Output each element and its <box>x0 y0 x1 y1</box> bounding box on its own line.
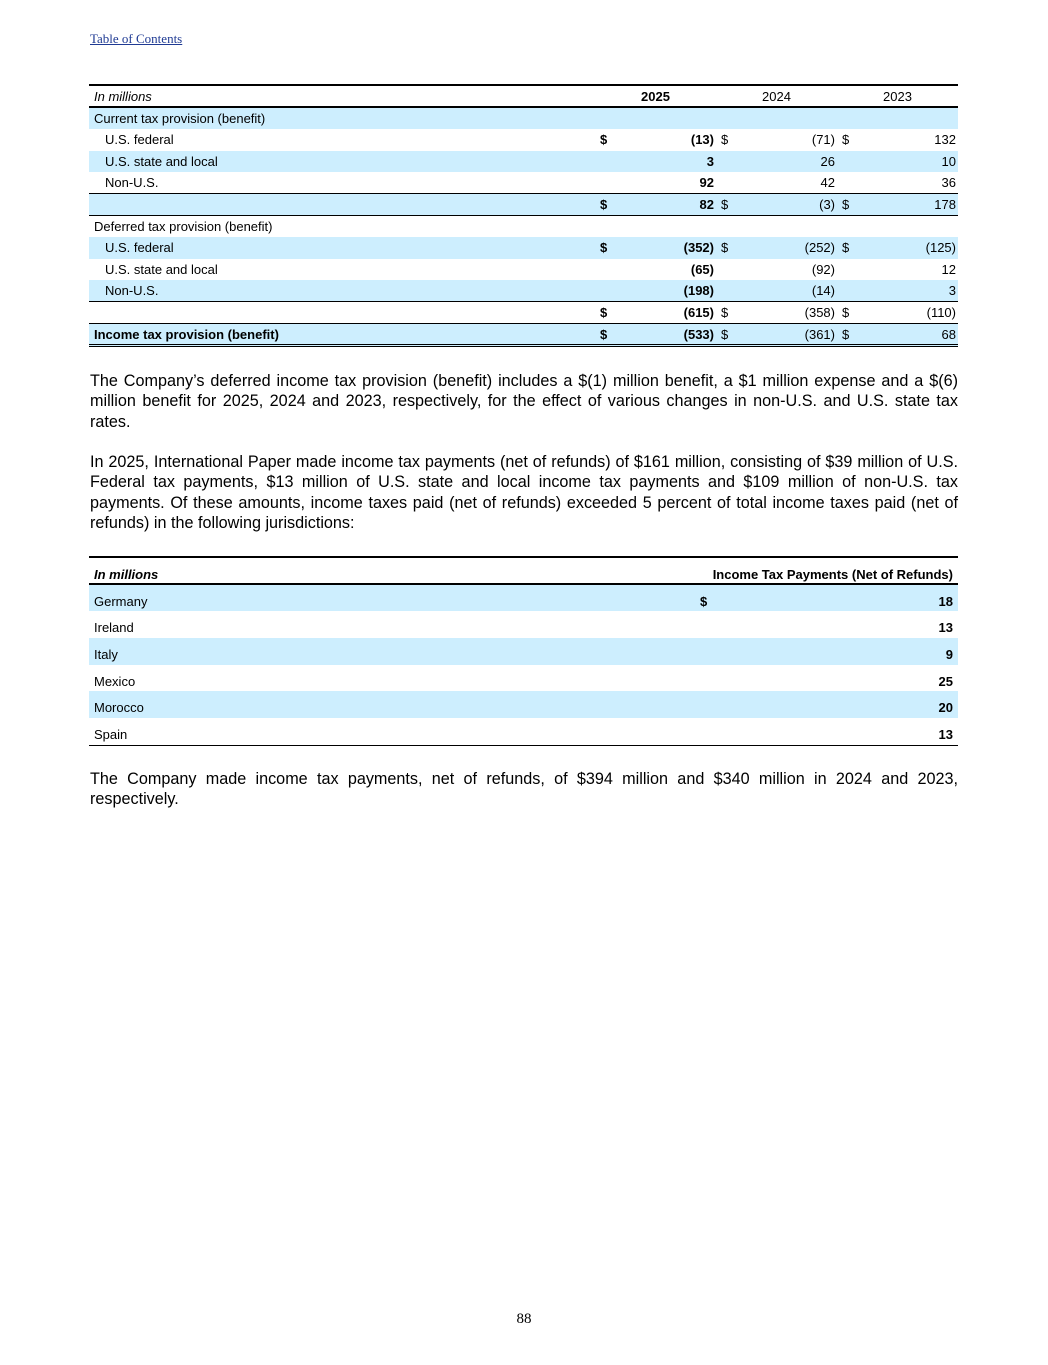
table-row <box>89 280 958 302</box>
deferred-subtotal-row <box>89 302 958 324</box>
table-row <box>89 585 958 612</box>
row-label: Non-U.S. <box>105 175 159 191</box>
cell-2025-dollar: $ <box>600 132 608 148</box>
cell-2025: (198) <box>683 283 714 299</box>
cell-2025-dollar: $ <box>600 304 608 320</box>
row-label: Germany <box>94 593 148 609</box>
cell-2023: (125) <box>925 240 956 256</box>
row-label: Spain <box>94 727 128 743</box>
cell-2025-dollar: $ <box>600 240 608 256</box>
header-label: In millions <box>94 567 159 582</box>
paragraph-deferred-provision: The Company’s deferred income tax provision (benefit) includes a $(1) million benefit, a $1 million expense and a $(6) million benefit for 2025, 2024 and 2023, respectively, for the effect of various changes in non-U.S. and U.S. state tax rates. <box>90 372 958 431</box>
row-value: 25 <box>938 673 953 689</box>
cell-2025: (13) <box>690 132 714 148</box>
table-row <box>89 665 958 692</box>
cell-2024: 42 <box>820 175 835 191</box>
row-label: U.S. federal <box>105 132 174 148</box>
cell-2025: (352) <box>683 240 714 256</box>
page-number: 88 <box>516 1311 532 1327</box>
cell-2024: (71) <box>811 132 835 148</box>
row-label: U.S. federal <box>105 240 174 256</box>
cell-2023-dollar: $ <box>842 326 850 342</box>
cell-2024: (252) <box>804 240 835 256</box>
tax-payments-table <box>89 556 958 746</box>
paragraph-prior-payments: The Company made income tax payments, net of refunds, of $394 million and $340 million in 2024 and 2023, respectively. <box>90 770 958 809</box>
cell-2025: 3 <box>706 153 714 169</box>
header-2023: 2023 <box>883 89 912 104</box>
cell-2025-dollar: $ <box>600 196 608 212</box>
cell-2023: 36 <box>941 175 956 191</box>
cell-2023: 12 <box>941 261 956 277</box>
table-row <box>89 151 958 173</box>
cell-2023-dollar: $ <box>842 196 850 212</box>
cell-2025: 92 <box>699 175 714 191</box>
row-value: 13 <box>938 620 953 636</box>
header-2024: 2024 <box>762 89 791 104</box>
table-of-contents-link[interactable]: Table of Contents <box>90 31 183 46</box>
tax-provision-table <box>89 84 958 347</box>
row-value: 13 <box>938 727 953 743</box>
table-header-row <box>89 86 958 108</box>
grand-total-row <box>89 324 958 347</box>
cell-2023: 10 <box>941 153 956 169</box>
cell-2024-dollar: $ <box>721 304 729 320</box>
row-label: Morocco <box>94 700 144 716</box>
cell-2023: 68 <box>941 326 956 342</box>
cell-2024-dollar: $ <box>721 132 729 148</box>
cell-2024-dollar: $ <box>721 326 729 342</box>
cell-2025: (533) <box>683 326 714 342</box>
cell-2025: 82 <box>699 196 714 212</box>
table-header-row <box>89 558 958 585</box>
row-label: Italy <box>94 647 118 663</box>
table-row <box>89 237 958 259</box>
cell-2023: 3 <box>948 283 956 299</box>
row-label: U.S. state and local <box>105 261 218 277</box>
header-2025: 2025 <box>641 89 670 104</box>
row-label: Current tax provision (benefit) <box>94 110 266 126</box>
row-label: Deferred tax provision (benefit) <box>94 218 273 234</box>
table-row <box>89 611 958 638</box>
cell-2023: 178 <box>934 196 956 212</box>
row-label: Non-U.S. <box>105 283 159 299</box>
table-row <box>89 718 958 745</box>
table-row <box>89 129 958 151</box>
cell-2023: 132 <box>934 132 956 148</box>
cell-2024-dollar: $ <box>721 196 729 212</box>
cell-2023-dollar: $ <box>842 132 850 148</box>
table-row <box>89 638 958 665</box>
row-label: Mexico <box>94 673 136 689</box>
cell-2025: (615) <box>683 304 714 320</box>
row-label: Ireland <box>94 620 134 636</box>
cell-2025: (65) <box>690 261 714 277</box>
section-heading-deferred <box>89 216 958 238</box>
cell-2024-dollar: $ <box>721 240 729 256</box>
table-row <box>89 691 958 718</box>
cell-2024: (361) <box>804 326 835 342</box>
cell-2024: 26 <box>820 153 835 169</box>
row-label: U.S. state and local <box>105 153 218 169</box>
header-value: Income Tax Payments (Net of Refunds) <box>712 567 953 582</box>
row-value: 20 <box>938 700 953 716</box>
row-label: Income tax provision (benefit) <box>94 326 279 342</box>
cell-2024: (14) <box>811 283 835 299</box>
section-heading-current <box>89 108 958 130</box>
row-value: 9 <box>945 647 953 663</box>
cell-2024: (92) <box>811 261 835 277</box>
header-label: In millions <box>94 89 152 104</box>
cell-2024: (3) <box>819 196 835 212</box>
row-value: 18 <box>938 593 953 609</box>
paragraph-tax-payments: In 2025, International Paper made income tax payments (net of refunds) of $161 million, consisting of $39 million of U.S. Federal tax payments, $13 million of U.S. state and local income tax payments and $109 million of non-U.S. tax payments. Of these amounts, income taxes paid (net of refunds) exceeded 5 percent of total income taxes paid (net of refunds) in the following jurisdictions: <box>90 453 958 532</box>
current-subtotal-row <box>89 194 958 216</box>
table-row <box>89 259 958 281</box>
row-dollar: $ <box>700 593 708 609</box>
cell-2023-dollar: $ <box>842 240 850 256</box>
cell-2024: (358) <box>804 304 835 320</box>
cell-2025-dollar: $ <box>600 326 608 342</box>
cell-2023-dollar: $ <box>842 304 850 320</box>
cell-2023: (110) <box>926 304 956 320</box>
table-row <box>89 172 958 194</box>
